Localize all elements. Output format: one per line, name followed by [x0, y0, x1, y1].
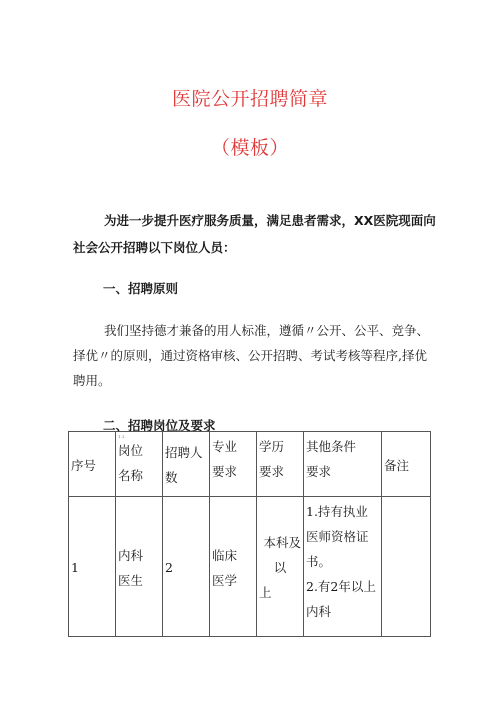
header-count-line-1: 招聘人 — [165, 445, 203, 460]
cell-post-line-1: 内科 — [118, 547, 144, 563]
header-cell-count — [163, 432, 210, 497]
cell-count: 2 — [163, 497, 210, 637]
cell-education — [257, 497, 304, 637]
cell-post-line-2: 医生 — [118, 572, 144, 588]
document-subtitle: （模板） — [210, 137, 289, 159]
cell-edu-line-3: 上 — [259, 585, 272, 600]
cell-other-line-3: 书。 — [306, 554, 332, 569]
header-count-line-2: 数 — [165, 470, 178, 485]
cell-no: 1 — [69, 497, 116, 637]
table-row — [69, 497, 431, 637]
cell-other — [304, 497, 382, 637]
header-cell-other — [304, 432, 382, 497]
header-cell-note: 备注 — [382, 432, 431, 497]
tiny-mark: 1.1. — [118, 434, 126, 439]
positions-table — [68, 431, 431, 637]
header-other-line-2: 要求 — [306, 464, 332, 479]
header-edu-line-1: 学历 — [259, 439, 285, 454]
cell-post — [116, 497, 163, 637]
header-cell-education — [257, 432, 304, 497]
cell-other-line-2: 医师资格证 — [306, 529, 369, 544]
header-major-line-2: 要求 — [212, 464, 238, 479]
header-cell-no: 序号 — [69, 432, 116, 497]
section-heading-principles: 一、招聘原则 — [103, 281, 179, 296]
cell-other-line-4: 2.有2年以上 — [306, 579, 376, 594]
cell-major — [210, 497, 257, 637]
principles-text: 我们坚持德才兼备的用人标准，遵循〃公开、公平、竞争、择优〃的原则，通过资格审核、公开招聘、考试考核等程序,择优聘用。 — [73, 323, 430, 388]
header-other-line-1: 其他条件 — [306, 439, 357, 454]
intro-line-2: 社会公开招聘以下岗位人员： — [73, 240, 236, 255]
section-heading-positions: 二、招聘岗位及要求 — [103, 418, 216, 433]
header-edu-line-2: 要求 — [259, 464, 285, 479]
header-major-line-1: 专业 — [212, 439, 238, 454]
header-post-line-2: 名称 — [118, 468, 144, 483]
principles-paragraph — [73, 318, 433, 393]
intro-line-1: 为进一步提升医疗服务质量，满足患者需求，XX医院现面向 — [104, 213, 436, 228]
cell-other-line-1: 1.持有执业 — [306, 504, 368, 519]
table-header-row — [69, 432, 431, 497]
header-post-line-1: 岗位 — [118, 443, 144, 458]
cell-edu-line-1: 本科及 — [263, 535, 301, 550]
cell-note — [382, 497, 431, 637]
cell-edu-line-2: 以 — [273, 560, 287, 575]
cell-major-line-1: 临床 — [212, 547, 238, 563]
header-cell-major — [210, 432, 257, 497]
cell-major-line-2: 医学 — [212, 572, 238, 588]
header-cell-post — [116, 432, 163, 497]
document-title: 医院公开招聘简章 — [171, 88, 328, 110]
cell-other-line-5: 内科 — [306, 604, 332, 619]
intro-paragraph — [73, 207, 436, 261]
